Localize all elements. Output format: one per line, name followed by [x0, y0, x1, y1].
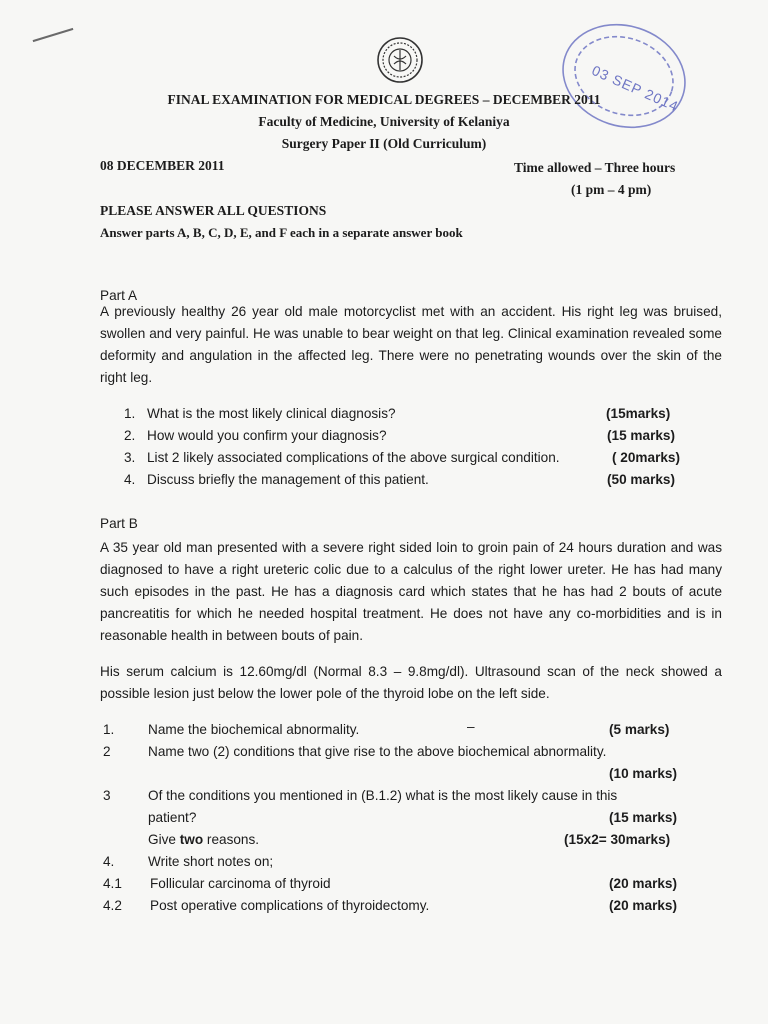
question-marks: (5 marks) — [609, 722, 670, 737]
university-crest-icon — [376, 36, 424, 84]
question-number: 3 — [103, 788, 111, 803]
question-text: What is the most likely clinical diagnosis? — [147, 406, 396, 421]
time-allowed: Time allowed – Three hours — [514, 160, 676, 175]
question-number: 2 — [103, 744, 111, 759]
part-b-heading: Part B — [100, 516, 138, 531]
question-text: Post operative complications of thyroidectomy. — [150, 898, 430, 913]
question-number: 2. — [124, 428, 136, 443]
question-number: 4. — [103, 854, 115, 869]
question-text: Discuss briefly the management of this patient. — [147, 472, 429, 487]
part-b-paragraph-2: His serum calcium is 12.60mg/dl (Normal 8.3 – 9.8mg/dl). Ultrasound scan of the neck showed a possible lesion just below the lower pole of the thyroid lobe on the left side. — [100, 664, 722, 701]
part-b-paragraph-1: A 35 year old man presented with a severe right sided loin to groin pain of 24 hours duration and was diagnosed to have a right ureteric colic due to a calculus of the right lower ureter. He has had many such episodes in the past. He has a diagnosis card which states that he has had 2 bouts of acute pancreatitis for which he needed hospital treatment. He does not have any co-morbidities and is in reasonable health in between bouts of pain. — [100, 540, 722, 643]
reasons-post: reasons. — [203, 832, 260, 847]
question-marks: ( 20marks) — [612, 450, 681, 465]
stamp-date: 03 SEP 2014 — [589, 62, 682, 115]
question-marks: (20 marks) — [609, 876, 678, 891]
question-number: 1. — [124, 406, 136, 421]
question-text-line-2: patient? — [148, 810, 197, 825]
question-text: Name two (2) conditions that give rise to the above biochemical abnormality. — [148, 744, 607, 759]
time-range: (1 pm – 4 pm) — [571, 182, 652, 197]
question-number: 3. — [124, 450, 136, 465]
question-marks: (50 marks) — [607, 472, 676, 487]
exam-date: 08 DECEMBER 2011 — [100, 158, 225, 173]
pen-mark — [33, 28, 74, 42]
question-text: Name the biochemical abnormality. — [148, 722, 360, 737]
exam-title: FINAL EXAMINATION FOR MEDICAL DEGREES – DECEMBER 2011 — [167, 92, 601, 107]
question-text: Write short notes on; — [148, 854, 274, 869]
part-a-paragraph: A previously healthy 26 year old male motorcyclist met with an accident. His right leg was bruised, swollen and very painful. He was unable to bear weight on that leg. Clinical examination revealed some deformity and angulation in the affected leg. There were no penetrating wounds over the skin of the right leg. — [100, 304, 722, 385]
reasons-line — [148, 829, 259, 851]
question-marks: (15 marks) — [609, 810, 678, 825]
question-marks: (10 marks) — [609, 766, 678, 781]
instruction-main: PLEASE ANSWER ALL QUESTIONS — [100, 203, 327, 218]
question-text: How would you confirm your diagnosis? — [147, 428, 387, 443]
paper-line: Surgery Paper II (Old Curriculum) — [281, 136, 487, 151]
part-a-heading: Part A — [100, 288, 138, 303]
faculty-line: Faculty of Medicine, University of Kelaniya — [258, 114, 510, 129]
question-text-line-1: Of the conditions you mentioned in (B.1.2) what is the most likely cause in this — [148, 788, 618, 803]
question-number: 4.2 — [103, 898, 122, 913]
reasons-marks: (15x2= 30marks) — [564, 832, 671, 847]
question-number: 1. — [103, 722, 115, 737]
question-marks: (20 marks) — [609, 898, 678, 913]
question-text: Follicular carcinoma of thyroid — [150, 876, 331, 891]
reasons-bold: two — [179, 832, 204, 847]
question-number: 4.1 — [103, 876, 122, 891]
question-text: List 2 likely associated complications of the above surgical condition. — [147, 450, 560, 465]
question-marks: (15 marks) — [607, 428, 676, 443]
reasons-pre: Give — [148, 832, 180, 847]
question-marks: (15marks) — [606, 406, 671, 421]
question-number: 4. — [124, 472, 136, 487]
stray-dash: – — [467, 719, 475, 734]
instruction-sub: Answer parts A, B, C, D, E, and F each in a separate answer book — [100, 225, 463, 240]
